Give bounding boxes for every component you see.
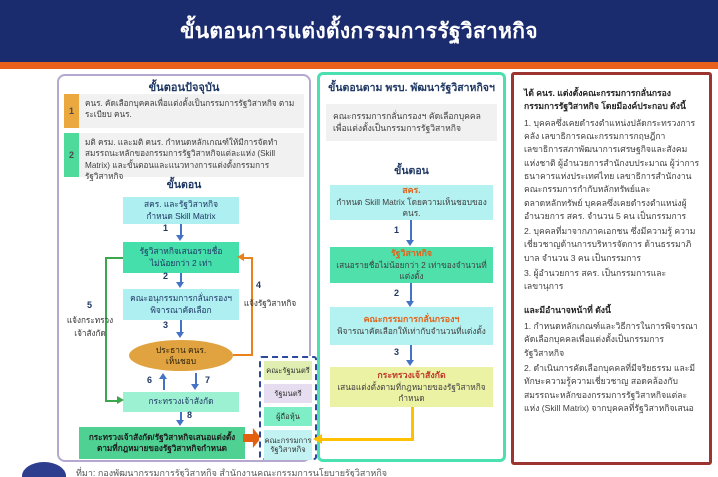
middle-panel-intro: คณะกรรมการกลั่นกรองฯ คัดเลือกบุคคลเพื่อแต่งตั้งเป็นกรรมการรัฐวิสาหกิจ: [326, 104, 497, 141]
flow-box-ministry-appoints-line1: กระทรวงเจ้าสังกัด/รัฐวิสาหกิจเสนอแต่งตั้ง: [88, 432, 236, 442]
yellow-connector-vertical: [411, 407, 414, 441]
composition-item-1: 1. บุคคลซึ่งเคยดำรงตำแหน่งปลัดกระทรวงการคลัง เลขาธิการคณะกรรมการกฤษฎีกา เลขาธิการสภาพัฒนาการเศรษฐกิจและสังคมแห่งชาติ ผู้อำนวยการสำนักงบประมาณ ผู้ว่าการธนาคารแห่งประเทศไทย เลขาธิการสำนักงานคณะกรรมการกำกับหลักทรัพย์และตลาดหลักทรัพย์ บุคคลซึ่งเคยดำรงตำแหน่งผู้อำนวยการ สคร. จำนวน 5 คน เป็นกรรมการ: [524, 117, 700, 221]
mid-box-screening-header: คณะกรรมการกลั่นกรองฯ: [363, 314, 460, 325]
mid-arrow-3-head-icon: [406, 360, 414, 366]
step3-label: 3: [163, 320, 169, 330]
mid-box-soe: [330, 247, 493, 283]
note-1-text: คนร. คัดเลือกบุคคลเพื่อแต่งตั้งเป็นกรรมการรัฐวิสาหกิจ ตามระเบียบ คนร.: [85, 99, 295, 120]
step1-label: 1: [163, 223, 169, 233]
step5-arrow-head-icon: [117, 396, 124, 404]
flow-box-soe-nominates-line1: รัฐวิสาหกิจเสนอรายชื่อ: [139, 246, 223, 257]
note-2-text: มติ ครม. และมติ คนร. กำหนดหลักเกณฑ์ให้มีการจัดทำสมรรถนะหลักของกรรมการรัฐวิสาหกิจแต่ละแห่ง (Skill Matrix) และขั้นตอนและแนวทางการแต่งตั้งกรรมการรัฐวิสาหกิจ: [85, 138, 278, 182]
step4-arrow-head-icon: [237, 253, 244, 261]
header-accent-stripe: [0, 62, 718, 69]
step4-text: แจ้งรัฐวิสาหกิจ: [243, 299, 297, 308]
note-item-2: [64, 133, 304, 182]
composition-item-3: 3. ผู้อำนวยการ สคร. เป็นกรรมการและเลขานุการ: [524, 268, 667, 292]
mid-box-sepo: [330, 185, 493, 220]
mid-arrow-3-line: [410, 345, 412, 361]
step8-arrow-head-icon: [176, 420, 184, 426]
mid-box-ministry-header: กระทรวงเจ้าสังกัด: [377, 369, 446, 380]
flow-box-ministry-appoints-line2: ตามที่กฎหมายของรัฐวิสาหกิจกำหนด: [97, 444, 227, 453]
middle-steps-title: ขั้นตอน: [394, 165, 429, 177]
mid-box-ministry: [330, 367, 493, 407]
composition-item-2: 2. บุคคลที่มาจากภาคเอกชน ซึ่งมีความรู้ ความเชี่ยวชาญด้านการบริหารจัดการ ด้านธรรมาภิบาล จำนวน 3 คน เป็นกรรมการ: [524, 226, 696, 263]
flow-box-soe-nominates-line2: ไม่น้อยกว่า 2 เท่า: [149, 257, 213, 268]
step6-arrow-line: [163, 378, 165, 390]
mid-box-sepo-header: สคร.: [402, 185, 421, 196]
mid-arrow-1-head-icon: [406, 240, 414, 246]
page-title: ขั้นตอนการแต่งตั้งกรรมการรัฐวิสาหกิจ: [180, 19, 538, 43]
step5-text-line2: เจ้าสังกัด: [74, 329, 106, 338]
left-panel-title: ขั้นตอนปัจจุบัน: [148, 82, 220, 94]
note-2-number-badge: 2: [64, 133, 79, 177]
step2-label: 2: [163, 271, 169, 281]
mid-arrow-3-label: 3: [394, 347, 400, 357]
step8-label: 8: [187, 410, 193, 420]
mid-arrow-1-label: 1: [394, 225, 400, 235]
panel-act-process: [317, 72, 506, 462]
mid-box-screening-committee: [330, 307, 493, 345]
panel-current-process: [57, 74, 311, 462]
duties-item-1: 1. กำหนดหลักเกณฑ์และวิธีการในการพิจารณาคัดเลือกบุคคลเพื่อแต่งตั้งเป็นกรรมการรัฐวิสาหกิจ: [524, 321, 698, 358]
step1-arrow-head-icon: [176, 235, 184, 241]
approver-cabinet: คณะรัฐมนตรี: [264, 361, 312, 380]
composition-heading: ได้ คนร. แต่งตั้งคณะกรรมการกลั่นกรองกรรมการรัฐวิสาหกิจ โดยมีองค์ประกอบ ดังนี้: [524, 88, 686, 112]
mid-box-ministry-body: เสนอแต่งตั้งตามที่กฎหมายของรัฐวิสาหกิจกำหนด: [337, 381, 486, 403]
note-1-number-badge: 1: [64, 94, 79, 128]
step3-arrow-head-icon: [176, 332, 184, 338]
sepo-logo: [22, 462, 66, 477]
mid-box-screening-body: พิจารณาคัดเลือกให้เท่ากับจำนวนที่แต่งตั้ง: [337, 326, 486, 337]
mid-box-soe-body: เสนอรายชื่อไม่น้อยกว่า 2 เท่าของจำนวนที่แต่งตั้ง: [336, 259, 487, 281]
step5-path-top: [105, 257, 123, 259]
flow-ellipse-chairman-approves: [129, 340, 233, 371]
step5-label: 5: [87, 300, 93, 310]
flow-box-skill-matrix-line2: กำหนด Skill Matrix: [146, 210, 216, 221]
flow-box-parent-ministry: กระทรวงเจ้าสังกัด: [123, 392, 239, 412]
flow-box-subcommittee-line1: คณะอนุกรรมการกลั่นกรองฯ: [130, 293, 232, 304]
yellow-connector-arrow-head-icon: [313, 434, 322, 444]
approvers-box: [259, 356, 317, 460]
yellow-connector-horizontal: [322, 438, 414, 441]
step7-arrow-head-icon: [191, 384, 199, 390]
step4-label: 4: [256, 280, 262, 290]
step6-label: 6: [147, 375, 153, 385]
flow-box-subcommittee-screens: [123, 289, 239, 320]
step2-arrow-head-icon: [176, 282, 184, 288]
note-item-1: [64, 94, 304, 128]
mid-box-sepo-body: กำหนด Skill Matrix โดยความเห็นชอบของ คนร.: [336, 197, 487, 219]
middle-panel-title: ขั้นตอนตาม พรบ. พัฒนารัฐวิสาหกิจฯ: [328, 82, 495, 94]
mid-arrow-1-line: [410, 220, 412, 241]
source-note: ที่มา: กองพัฒนากรรมการรัฐวิสาหกิจ สำนักงานคณะกรรมการนโยบายรัฐวิสาหกิจ: [76, 468, 388, 477]
step5-text-line1: แจ้งกระทรวง: [66, 316, 114, 325]
mid-arrow-2-line: [410, 283, 412, 302]
approver-minister: รัฐมนตรี: [264, 384, 312, 403]
step4-path-top: [243, 257, 253, 259]
step7-label: 7: [205, 375, 211, 385]
flow-box-soe-nominates: [123, 242, 239, 273]
flow-box-ministry-appoints: [79, 427, 245, 459]
flow-box-subcommittee-line2: พิจารณาคัดเลือก: [150, 304, 212, 315]
flow-box-skill-matrix-line1: สคร. และรัฐวิสาหกิจ: [143, 199, 219, 210]
duties-heading: และมีอำนาจหน้าที่ ดังนี้: [524, 304, 611, 315]
left-steps-title: ขั้นตอน: [166, 179, 202, 191]
approver-soe-board: คณะกรรมการรัฐวิสาหกิจ: [264, 430, 312, 460]
header-band: [0, 0, 718, 62]
mid-arrow-2-label: 2: [394, 288, 400, 298]
panel-screening-committee-details: [511, 72, 712, 465]
duties-item-2: 2. ดำเนินการคัดเลือกบุคคลที่มีจริยธรรม และมีทักษะความรู้ความเชี่ยวชาญ สอดคล้องกับสมรรถนะหลักของกรรมการรัฐวิสาหกิจแต่ละแห่ง (Skill Matrix) จากบุคคลที่รัฐวิสาหกิจเสนอ: [524, 362, 696, 413]
mid-box-soe-header: รัฐวิสาหกิจ: [390, 247, 433, 258]
flow-ellipse-line2: เห็นชอบ: [165, 355, 197, 366]
approver-shareholders: ผู้ถือหุ้น: [264, 407, 312, 426]
step4-path-bottom: [233, 354, 253, 356]
flow-ellipse-line1: ประธาน คนร.: [155, 344, 207, 355]
flow-box-skill-matrix: [123, 197, 239, 224]
